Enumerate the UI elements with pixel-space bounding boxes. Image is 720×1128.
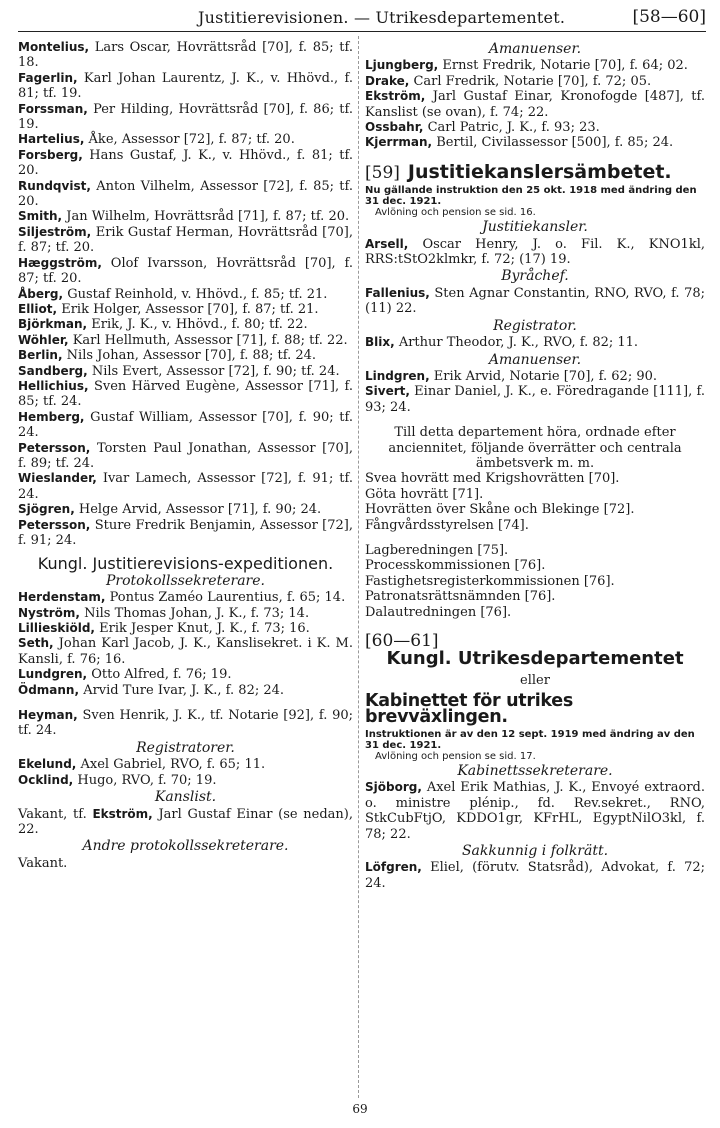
list-item: [18, 209, 353, 224]
person-details: Åke, Assessor [72], f. 87; tf. 20.: [88, 132, 295, 148]
list-item: [365, 120, 705, 135]
list-item: Fastighetsregisterkommissionen [76].: [365, 573, 615, 589]
list-item: [18, 606, 353, 621]
list-item: Svea hovrätt med Krigshovrätten [70].: [365, 471, 620, 487]
person-name: Seth,: [18, 636, 54, 651]
list-item: [18, 667, 353, 682]
list-item: [18, 256, 353, 287]
list-item: Fångvårdsstyrelsen [74].: [365, 517, 529, 533]
person-name: Siljeström,: [18, 224, 92, 239]
person-name: Rundqvist,: [18, 178, 91, 193]
subheading-registrator: Registrator.: [493, 317, 577, 334]
list-item: [18, 708, 353, 739]
list-item: [18, 502, 353, 517]
subheading-amanuenser: Amanuenser.: [488, 41, 582, 57]
person-name: Sandberg,: [18, 363, 88, 378]
running-header: [18, 5, 706, 32]
list-item: [18, 102, 353, 133]
list-item: [18, 348, 353, 363]
subheading-byrachef: Byråchef.: [501, 268, 569, 285]
list-item: [18, 621, 353, 636]
person-name: Berlin,: [18, 348, 63, 363]
subheading-sakkunnig: Sakkunnig i folkrätt.: [461, 843, 609, 860]
section-justitiekanslersambetet: [365, 160, 705, 183]
list-item: [18, 441, 353, 472]
person-details: Ernst Fredrik, Notarie [70], f. 64; 02.: [442, 58, 688, 74]
list-item: Sjöborg, Axel Erik Mathias, J. K., Envoyé extraord. o. ministre plénip., fd. Rev.sekret., RNO, StkCubFtjO, KDDO1gr, KFrHL, EgyptNilO3kl, f. 78; 22.: [365, 780, 705, 842]
person-details: Sven Henrik, J. K., tf. Notarie [92], f. 90; tf. 24.: [18, 708, 353, 739]
person-details: Ivar Lamech, Assessor [72], f. 91; tf. 24.: [18, 471, 353, 502]
list-item: Dalautredningen [76].: [365, 604, 512, 620]
person-name: Drake,: [365, 73, 410, 88]
kommittee-list: [365, 543, 705, 620]
section-number: [59]: [365, 162, 400, 183]
person-name: Wieslander,: [18, 471, 97, 486]
list-item: [365, 58, 705, 73]
list-item: Hovrätten över Skåne och Blekinge [72].: [365, 502, 635, 518]
list-item: [365, 89, 705, 120]
subheading-andre-protokollssekreterare: Andre protokollssekreterare.: [82, 838, 289, 855]
person-name: Ossbahr,: [365, 120, 424, 135]
person-details: Helge Arvid, Assessor [71], f. 90; 24.: [78, 502, 322, 518]
person-name: Åberg,: [18, 286, 64, 301]
list-item: Arsell, Oscar Henry, J. o. Fil. K., KNO1kl, RRS:tStO2klmkr, f. 72; (17) 19.: [365, 236, 705, 268]
person-name: Ödmann,: [18, 682, 80, 697]
person-details: Jan Wilhelm, Hovrättsråd [71], f. 87; tf. 20.: [66, 209, 350, 225]
list-item: Löfgren, Eliel, (förutv. Statsråd), Advokat, f. 72; 24.: [365, 860, 705, 891]
list-item: [18, 757, 353, 772]
person-name: Ekström,: [92, 806, 153, 821]
subheading-amanuenser-2: Amanuenser.: [488, 351, 582, 368]
person-details: Johan Karl Jacob, J. K., Kanslisekret. i K. M. Kansli, f. 76; 16.: [18, 636, 353, 667]
subheading-registratorer: Registratorer.: [136, 739, 235, 756]
person-details: Per Hilding, Hovrättsråd [70], f. 86; tf. 19.: [18, 101, 353, 133]
list-item: [18, 333, 353, 348]
person-name: Lundgren,: [18, 667, 88, 682]
person-name: Lillieskiöld,: [18, 621, 95, 636]
person-details: Sture Fredrik Benjamin, Assessor [72], f. 91; 24.: [18, 517, 353, 548]
list-item: [18, 317, 353, 332]
list-item: Sivert, Einar Daniel, J. K., e. Föredragande [111], f. 93; 24.: [365, 384, 705, 415]
person-name: Smith,: [18, 209, 63, 224]
registratorer-list: [18, 757, 353, 788]
person-name: Forsberg,: [18, 147, 83, 162]
list-item: Patronatsrättsnämnden [76].: [365, 589, 556, 605]
column-divider: [358, 36, 360, 1098]
person-name: Ljungberg,: [365, 58, 439, 73]
justitierad-list: [18, 40, 353, 548]
expedition-heading: Kungl. Justitierevisions-expeditionen.: [37, 554, 334, 574]
instruction-note: Nu gällande instruktion den 25 okt. 1918 med ändring den 31 dec. 1921. Avlöning och pension se sid. 16.: [365, 185, 697, 219]
list-item: [18, 471, 353, 502]
list-item: [18, 364, 353, 379]
list-item: [18, 302, 353, 317]
list-item: Processkommissionen [76].: [365, 558, 546, 574]
list-item: [18, 683, 353, 698]
list-item: Vakant, tf. Ekström, Jarl Gustaf Einar (se nedan), 22.: [18, 806, 353, 837]
subheading-protokollssekreterare: Protokollssekreterare.: [106, 572, 265, 589]
person-name: Petersson,: [18, 440, 91, 455]
list-item: [365, 135, 705, 150]
person-name: Forssman,: [18, 101, 88, 116]
person-name: Kjerrman,: [365, 135, 433, 150]
list-item: [18, 132, 353, 147]
notarie-list: [18, 708, 353, 739]
subheading-kanslist: Kanslist.: [154, 789, 217, 806]
page-range: [58—60]: [632, 7, 706, 27]
person-details: Carl Fredrik, Notarie [70], f. 72; 05.: [413, 73, 652, 89]
list-item: Göta hovrätt [71].: [365, 486, 484, 502]
list-item: [365, 74, 705, 89]
list-item: Blix, Arthur Theodor, J. K., RVO, f. 82; 11.: [365, 335, 639, 351]
subheading-kabinettssekreterare: Kabinettssekreterare.: [457, 763, 613, 780]
person-details: Sven Härved Eugène, Assessor [71], f. 85; tf. 24.: [18, 378, 353, 410]
person-name: Ekelund,: [18, 757, 77, 772]
vakant-text: Vakant.: [18, 855, 68, 871]
protokollssekreterare-list: [18, 590, 353, 698]
person-name: Sjögren,: [18, 502, 75, 517]
person-details: Axel Gabriel, RVO, f. 65; 11.: [80, 757, 266, 773]
person-name: Wöhler,: [18, 332, 69, 347]
subheading-justitiekansler: Justitiekansler.: [482, 219, 588, 236]
person-details: Otto Alfred, f. 76; 19.: [91, 667, 232, 683]
person-details: Nils Evert, Assessor [72], f. 90; tf. 24.: [91, 363, 340, 379]
list-item: [18, 40, 353, 71]
instruction-note-ud: Instruktionen är av den 12 sept. 1919 med ändring av den 31 dec. 1921. Avlöning och pension se sid. 17.: [365, 729, 695, 763]
person-name: Björkman,: [18, 317, 88, 332]
person-details: Gustaf Reinhold, v. Hhövd., f. 85; tf. 21.: [67, 286, 328, 302]
eller-text: eller: [520, 672, 550, 688]
section-number-ud: [60—61]: [365, 631, 439, 651]
list-item: [18, 287, 353, 302]
right-column: [365, 40, 705, 891]
list-item: [18, 225, 353, 256]
section-title: Justitiekanslersämbetet.: [407, 160, 672, 183]
list-item: [18, 590, 353, 605]
overratter-list: [365, 471, 705, 533]
person-details: Hans Gustaf, J. K., v. Hhövd., f. 81; tf. 20.: [18, 147, 353, 179]
person-details: Pontus Zaméo Laurentius, f. 65; 14.: [109, 590, 346, 606]
person-details: Anton Vilhelm, Assessor [72], f. 85; tf. 20.: [18, 178, 353, 210]
person-name: Fagerlin,: [18, 70, 78, 85]
person-details: Bertil, Civilassessor [500], f. 85; 24.: [436, 135, 674, 151]
person-details: Olof Ivarsson, Hovrättsråd [70], f. 87; tf. 20.: [18, 255, 353, 287]
person-name: Montelius,: [18, 40, 90, 54]
section-utrikesdepartementet: Kungl. Utrikesdepartementet: [386, 648, 684, 670]
list-item: [18, 179, 353, 210]
person-details: Erik, J. K., v. Hhövd., f. 80; tf. 22.: [91, 317, 308, 333]
page-number: 69: [352, 1102, 368, 1116]
person-details: Erik Gustaf Herman, Hovrättsråd [70], f. 87; tf. 20.: [18, 224, 353, 256]
list-item: Lagberedningen [75].: [365, 542, 509, 558]
person-name: Hartelius,: [18, 132, 85, 147]
list-item: [18, 518, 353, 549]
person-details: Gustaf William, Assessor [70], f. 90; tf. 24.: [18, 409, 353, 441]
person-name: Hellichius,: [18, 378, 89, 393]
person-name: Hæggström,: [18, 255, 102, 270]
person-name: Elliot,: [18, 301, 58, 316]
list-item: Lindgren, Erik Arvid, Notarie [70], f. 62; 90.: [365, 368, 658, 384]
person-name: Hemberg,: [18, 409, 85, 424]
person-details: Lars Oscar, Hovrättsråd [70], f. 85; tf. 18.: [18, 40, 353, 71]
person-details: Erik Jesper Knut, J. K., f. 73; 16.: [99, 621, 310, 637]
person-details: Jarl Gustaf Einar, Kronofogde [487], tf. Kanslist (se ovan), f. 74; 22.: [365, 89, 705, 120]
person-details: Torsten Paul Jonathan, Assessor [70], f. 89; tf. 24.: [18, 440, 353, 471]
list-item: [18, 773, 353, 788]
amanuenser-list: [365, 58, 705, 150]
person-details: Karl Johan Laurentz, J. K., v. Hhövd., f. 81; tf. 19.: [18, 70, 353, 102]
left-column: [18, 40, 353, 871]
person-name: Heyman,: [18, 708, 78, 723]
running-title: Justitierevisionen. — Utrikesdepartementet.: [198, 8, 566, 27]
list-item: [18, 410, 353, 441]
list-item: Fallenius, Sten Agnar Constantin, RNO, RVO, f. 78; (11) 22.: [365, 285, 705, 317]
person-details: Nils Thomas Johan, J. K., f. 73; 14.: [84, 605, 310, 621]
person-name: Nyström,: [18, 605, 80, 620]
list-item: [18, 636, 353, 667]
list-item: [18, 71, 353, 102]
person-name: Ocklind,: [18, 772, 74, 787]
list-item: [18, 379, 353, 410]
person-name: Petersson,: [18, 517, 91, 532]
person-name: Herdenstam,: [18, 590, 106, 605]
person-details: Nils Johan, Assessor [70], f. 88; tf. 24.: [66, 348, 317, 364]
person-details: Karl Hellmuth, Assessor [71], f. 88; tf. 22.: [72, 332, 348, 348]
section-kabinettet: Kabinettet för utrikes brevväxlingen.: [365, 691, 573, 727]
person-details: Carl Patric, J. K., f. 93; 23.: [427, 120, 600, 136]
person-details: Arvid Ture Ivar, J. K., f. 82; 24.: [83, 682, 285, 698]
department-intro: Till detta departement höra, ordnade efter anciennitet, följande överrätter och centrala ämbetsverk m. m.: [388, 425, 682, 471]
person-details: Hugo, RVO, f. 70; 19.: [77, 772, 217, 788]
list-item: [18, 148, 353, 179]
person-details: Erik Holger, Assessor [70], f. 87; tf. 21.: [61, 301, 319, 317]
person-name: Ekström,: [365, 89, 426, 104]
